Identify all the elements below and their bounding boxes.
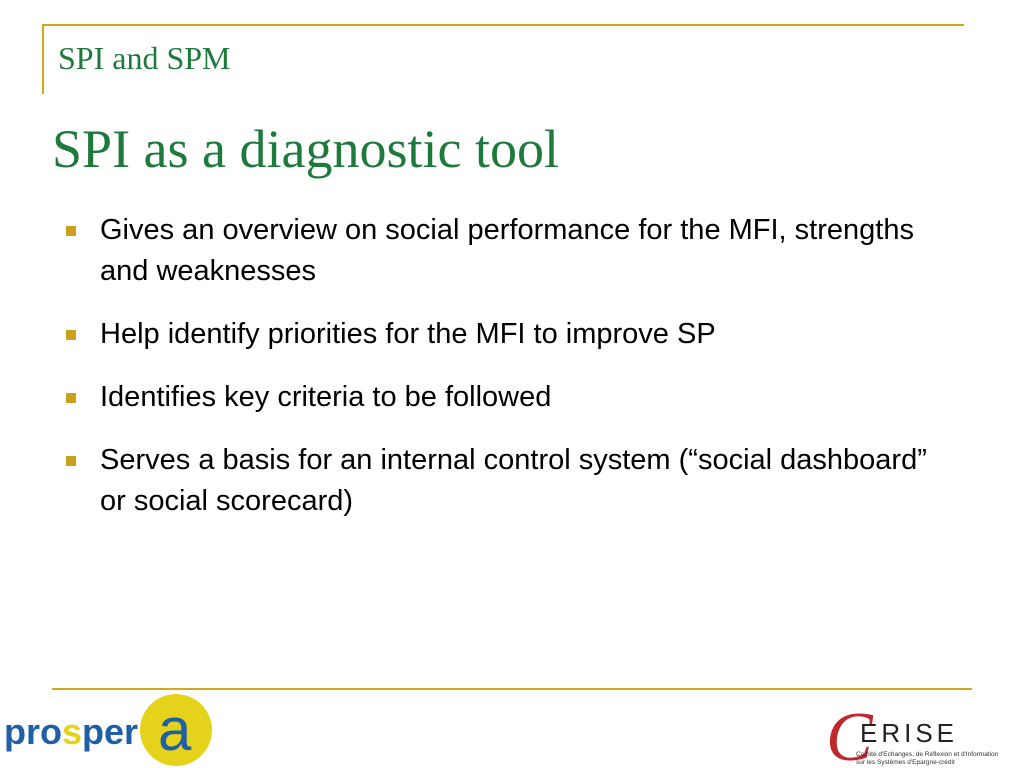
square-bullet-icon bbox=[66, 226, 76, 236]
square-bullet-icon bbox=[66, 393, 76, 403]
bullet-item bbox=[60, 377, 940, 418]
header-rule-top bbox=[42, 24, 964, 26]
bullet-item bbox=[60, 440, 940, 522]
cerise-initial: C bbox=[826, 699, 873, 768]
bullet-item bbox=[60, 314, 940, 355]
cerise-tagline-line2: sur les Systèmes d'Epargne-crédit bbox=[856, 759, 955, 766]
header-rule-left bbox=[42, 24, 44, 94]
square-bullet-icon bbox=[66, 330, 76, 340]
cerise-tagline-line1: Comité d'Echanges, de Réflexion et d'Information bbox=[856, 751, 999, 758]
bullet-list bbox=[60, 210, 940, 544]
prospera-text-1: pro bbox=[4, 711, 62, 752]
section-label: SPI and SPM bbox=[58, 40, 231, 76]
slide-title: SPI as a diagnostic tool bbox=[52, 119, 559, 179]
cerise-logo bbox=[826, 696, 1024, 768]
footer-rule bbox=[52, 688, 972, 690]
bullet-text: Serves a basis for an internal control system (“social dashboard” or social scorecard) bbox=[100, 444, 927, 517]
square-bullet-icon bbox=[66, 456, 76, 466]
prospera-text-4: a bbox=[158, 696, 192, 763]
bullet-text: Identifies key criteria to be followed bbox=[100, 381, 552, 413]
svg-text:prosper bbox=[4, 711, 138, 752]
bullet-item bbox=[60, 210, 940, 292]
prospera-logo bbox=[0, 692, 230, 768]
prospera-text-3: per bbox=[82, 711, 139, 752]
prospera-text-2: s bbox=[62, 711, 83, 752]
cerise-name: ERISE bbox=[860, 718, 959, 748]
bullet-text: Help identify priorities for the MFI to improve SP bbox=[100, 318, 716, 350]
bullet-text: Gives an overview on social performance for the MFI, strengths and weaknesses bbox=[100, 214, 914, 287]
